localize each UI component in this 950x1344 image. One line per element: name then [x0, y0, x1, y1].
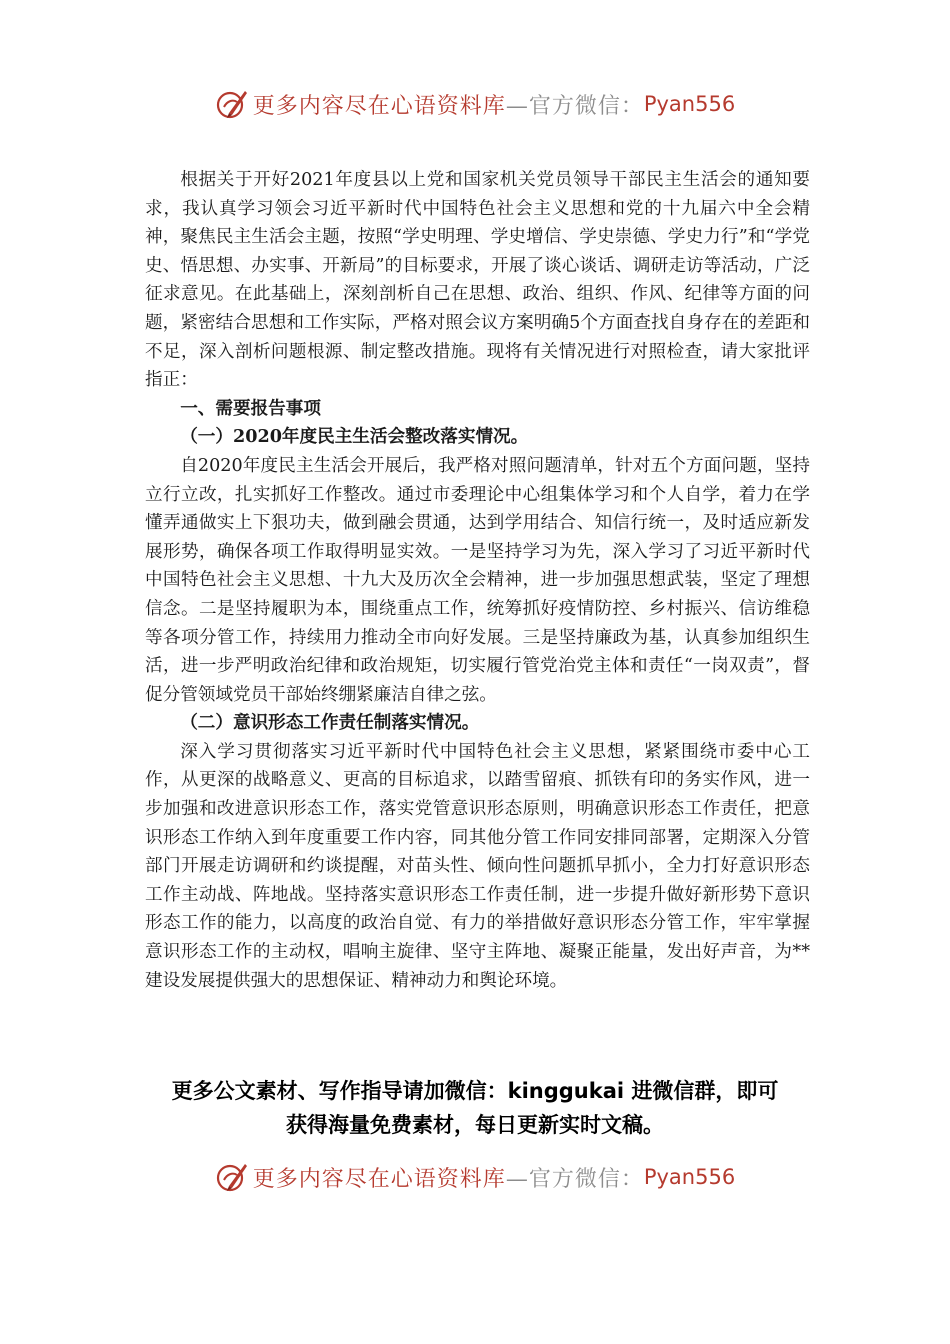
- subsection-heading-1: （一）2020年度民主生活会整改落实情况。: [180, 426, 529, 448]
- footer-banner: [0, 1157, 950, 1197]
- banner-main-text: 更多内容尽在心语资料库: [252, 93, 506, 119]
- banner-wechat-id: Pyan556: [643, 92, 736, 116]
- section-heading: 一、需要报告事项: [180, 397, 321, 419]
- banner-separator-text: —官方微信：: [505, 1166, 644, 1192]
- banner-main-text: 更多内容尽在心语资料库: [252, 1166, 506, 1192]
- intro-paragraph: 根据关于开好2021年度县以上党和国家机关党员领导干部民主生活会的通知要求，我认真学习领会习近平新时代中国特色社会主义思想和党的十九届六中全会精神，聚焦民主生活会主题，按照“学史明理、学史增信、学史崇德、学史力行”和“学党史、悟思想、办实事、开新局”的目标要求，开展了谈心谈话、调研走访等活动，广泛征求意见。在此基础上，深刻剖析自己在思想、政治、组织、作风、纪律等方面的问题，紧密结合思想和工作实际，严格对照会议方案明确5个方面查找自身存在的差距和不足，深入剖析问题根源、制定整改措施。现将有关情况进行对照检查，请大家批评指正：: [145, 170, 810, 391]
- pen-logo-icon: [215, 1160, 249, 1194]
- subsection-heading-2: （二）意识形态工作责任制落实情况。: [180, 712, 480, 734]
- header-banner: [0, 84, 950, 124]
- pen-logo-icon: [215, 87, 249, 121]
- banner-wechat-id: Pyan556: [643, 1165, 736, 1189]
- subsection-body-1: 自2020年度民主生活会开展后，我严格对照问题清单，针对五个方面问题，坚持立行立改，扎实抓好工作整改。通过市委理论中心组集体学习和个人自学，着力在学懂弄通做实上下狠功夫，做到融会贯通，达到学用结合、知信行统一，及时适应新发展形势，确保各项工作取得明显实效。一是坚持学习为先，深入学习了习近平新时代中国特色社会主义思想、十九大及历次全会精神，进一步加强思想武装，坚定了理想信念。二是坚持履职为本，围绕重点工作，统筹抓好疫情防控、乡村振兴、信访维稳等各项分管工作，持续用力推动全市向好发展。三是坚持廉政为基，认真参加组织生活，进一步严明政治纪律和政治规矩，切实履行管党治党主体和责任“一岗双责”，督促分管领域党员干部始终绷紧廉洁自律之弦。: [145, 455, 810, 705]
- promo-line-2: 获得海量免费素材，每日更新实时文稿。: [286, 1113, 664, 1137]
- banner-separator-text: —官方微信：: [505, 93, 644, 119]
- promo-line-1: 更多公文素材、写作指导请加微信：kinggukai 进微信群，即可: [171, 1079, 779, 1103]
- promo-notice: [120, 1074, 830, 1142]
- subsection-body-2: 深入学习贯彻落实习近平新时代中国特色社会主义思想，紧紧围绕市委中心工作，从更深的战略意义、更高的目标追求，以踏雪留痕、抓铁有印的务实作风，进一步加强和改进意识形态工作，落实党管意识形态原则，明确意识形态工作责任，把意识形态工作纳入到年度重要工作内容，同其他分管工作同安排同部署，定期深入分管部门开展走访调研和约谈提醒，对苗头性、倾向性问题抓早抓小，全力打好意识形态工作主动战、阵地战。坚持落实意识形态工作责任制，进一步提升做好新形势下意识形态工作的能力，以高度的政治自觉、有力的举措做好意识形态分管工作，牢牢掌握意识形态工作的主动权，唱响主旋律、坚守主阵地、凝聚正能量，发出好声音，为**建设发展提供强大的思想保证、精神动力和舆论环境。: [145, 741, 810, 991]
- document-body: [145, 166, 810, 995]
